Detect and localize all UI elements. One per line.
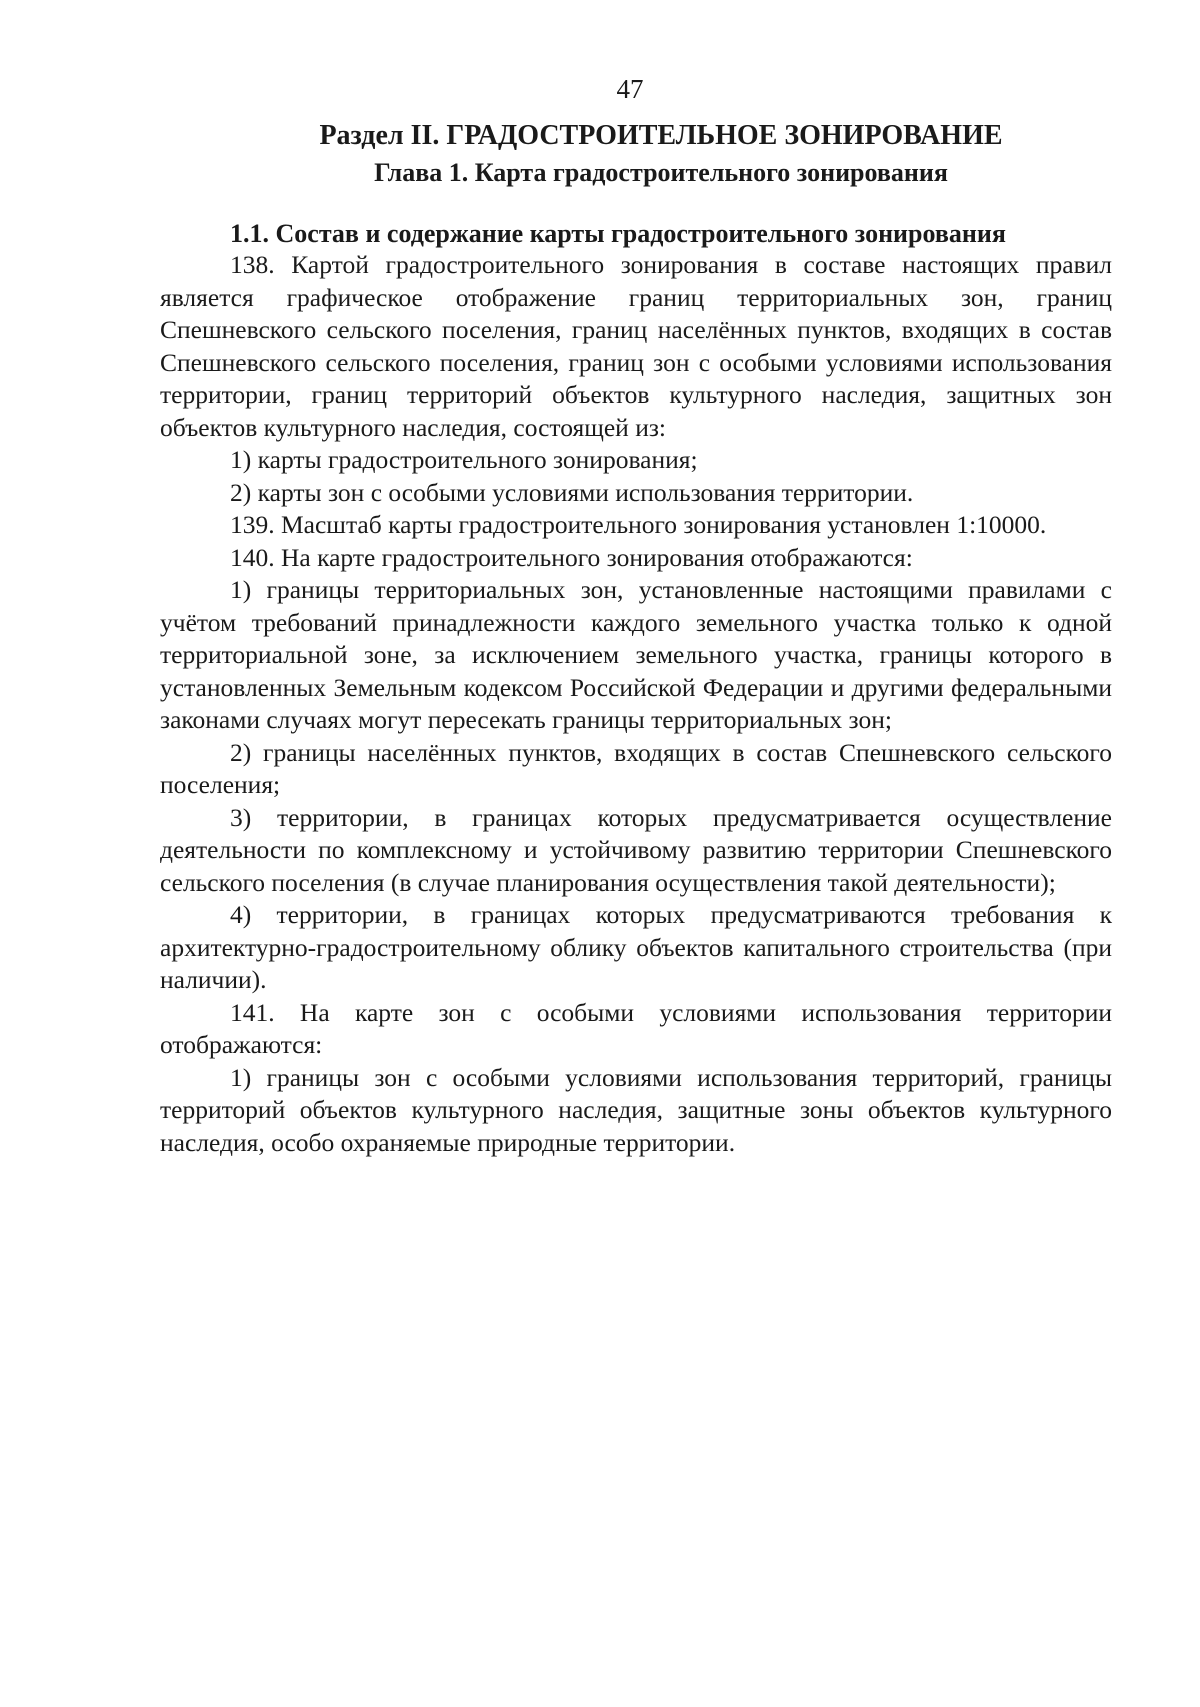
chapter-title: Глава 1. Карта градостроительного зонирования: [374, 158, 948, 187]
paragraph-141: 141. На карте зон с особыми условиями использования территории отображаются:: [160, 997, 1112, 1059]
paragraph-140: 140. На карте градостроительного зонирования отображаются:: [230, 542, 913, 572]
section-title: Раздел II. ГРАДОСТРОИТЕЛЬНОЕ ЗОНИРОВАНИЕ: [319, 120, 1003, 151]
document-body: [160, 249, 1112, 1159]
subsection-title: 1.1. Состав и содержание карты градостроительного зонирования: [230, 219, 1006, 248]
list-item: 1) карты градостроительного зонирования;: [230, 445, 698, 474]
paragraph-138: 138. Картой градостроительного зонирования в составе настоящих правил является графическое отображение границ территориальных зон, границ Спешневского сельского поселения, границ населённых пунктов, входящих в состав Спешневского сельского поселения, границ зон с особыми условиями использования территории, границ территорий объектов культурного наследия, защитных зон объектов культурного наследия, состоящей из:: [160, 250, 1112, 442]
list-item: 1) границы территориальных зон, установленные настоящими правилами с учётом требований принадлежности каждого земельного участка только к одной территориальной зоне, за исключением земельного участка, границы которого в установленных Земельным кодексом Российской Федерации и другими федеральными законами случаях могут пересекать границы территориальных зон;: [160, 575, 1112, 734]
list-item: 3) территории, в границах которых предусматривается осуществление деятельности по комплексному и устойчивому развитию территории Спешневского сельского поселения (в случае планирования осуществления такой деятельности);: [160, 802, 1112, 897]
list-item: 2) границы населённых пунктов, входящих в состав Спешневского сельского поселения;: [160, 737, 1112, 799]
list-item: 4) территории, в границах которых предусматриваются требования к архитектурно-градостроительному облику объектов капитального строительства (при наличии).: [160, 900, 1112, 994]
page-number: 47: [616, 74, 644, 104]
list-item: 2) карты зон с особыми условиями использования территории.: [230, 477, 914, 507]
paragraph-139: 139. Масштаб карты градостроительного зонирования установлен 1:10000.: [230, 510, 1047, 539]
list-item: 1) границы зон с особыми условиями использования территорий, границы территорий объектов культурного наследия, защитные зоны объектов культурного наследия, особо охраняемые природные территории.: [160, 1062, 1112, 1157]
